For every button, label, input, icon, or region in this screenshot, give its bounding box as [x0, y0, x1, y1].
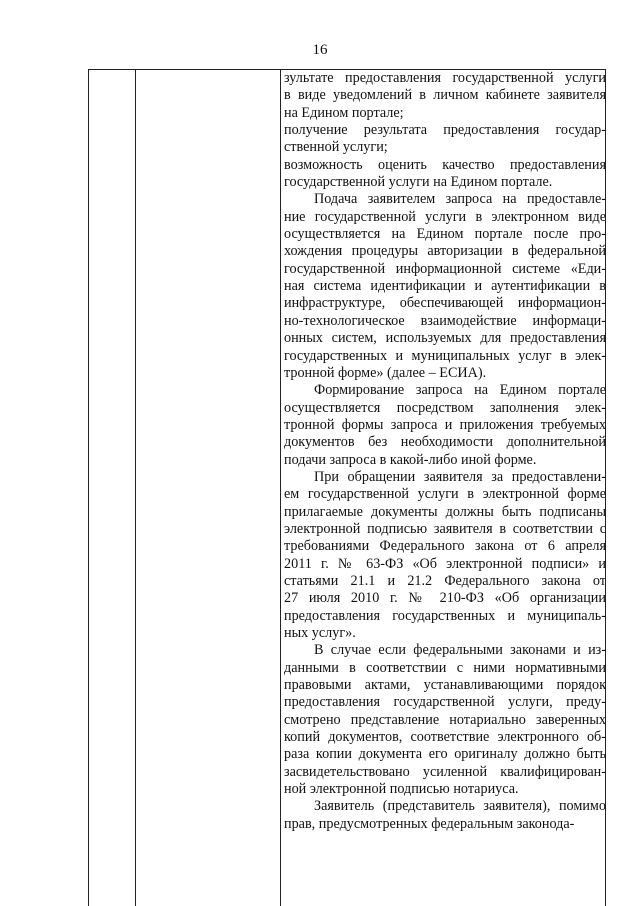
text-line: статьями 21.1 и 21.2 Федерального закона от [284, 572, 606, 589]
text-line: засвидетельствовано усиленной квалифицирован- [284, 763, 606, 780]
text-line: онных систем, используемых для предоставления [284, 330, 606, 347]
text-line: ственной услуги; [284, 139, 388, 156]
page-number: 16 [312, 42, 328, 58]
text-line: в виде уведомлений в личном кабинете заявителя [284, 87, 606, 104]
text-line: предоставления государственных и муниципаль- [284, 607, 606, 624]
document-table [88, 69, 606, 906]
text-line: осуществляется посредством заполнения элек- [284, 399, 606, 416]
text-line: государственной информационной системе «Еди- [284, 260, 606, 277]
text-line: получение результата предоставления государ- [284, 122, 606, 139]
text-line: предоставления государственной услуги, преду- [284, 694, 606, 711]
text-line: ной электронной подписью нотариуса. [284, 781, 519, 798]
text-line: ние государственной услуги в электронном виде [284, 208, 606, 225]
text-line: государственной услуги на Едином портале. [284, 174, 553, 191]
text-line: возможность оценить качество предоставления [284, 156, 606, 173]
text-line: подачи запроса в какой-либо иной форме. [284, 451, 537, 468]
text-line: документов без необходимости дополнительной [284, 434, 606, 451]
text-line: прилагаемые документы должны быть подписаны [284, 503, 606, 520]
text-line: но-технологическое взаимодействие информаци- [284, 312, 606, 329]
text-line: 2011 г. № 63-ФЗ «Об электронной подписи» и [284, 555, 606, 572]
text-line: ная система идентификации и аутентификации в [284, 278, 606, 295]
text-line: Заявитель (представитель заявителя), помимо [314, 798, 606, 815]
text-line: тронной формы запроса и приложения требуемых [284, 416, 606, 433]
text-line: ем государственной услуги в электронной форме [284, 486, 606, 503]
text-line: ных услуг». [284, 625, 356, 641]
text-line: зультате предоставления государственной услуги [284, 70, 606, 86]
text-line: требованиями Федерального закона от 6 апреля [284, 538, 606, 555]
text-line: государственных и муниципальных услуг в элек- [284, 347, 606, 364]
text-line: осуществляется на Едином портале после про- [284, 226, 606, 243]
text-line: тронной форме» (далее – ЕСИА). [284, 364, 487, 381]
column-divider-1 [135, 70, 136, 906]
text-line: на Едином портале; [284, 104, 404, 121]
text-line: правовыми актами, устанавливающими порядок [284, 677, 606, 694]
text-line: Подача заявителем запроса на предоставле- [314, 191, 606, 208]
text-line: 27 июля 2010 г. № 210-ФЗ «Об организации [284, 590, 606, 607]
text-line: В случае если федеральными законами и из- [314, 642, 606, 659]
text-line: копий документов, соответствие электронного об- [284, 729, 606, 746]
text-line: раза копии документа его оригиналу должно быть [284, 746, 606, 763]
text-line: хождения процедуры авторизации в федеральной [284, 243, 606, 260]
text-line: электронной подписью заявителя в соответствии с [284, 520, 606, 537]
text-line: смотрено представление нотариально заверенных [284, 711, 606, 728]
text-line: данными в соответствии с ними нормативными [284, 659, 606, 676]
regulation-text-column [280, 70, 606, 833]
text-line: Формирование запроса на Едином портале [314, 382, 606, 399]
text-line: прав, предусмотренных федеральным законода- [284, 815, 575, 832]
text-line: При обращении заявителя за предоставлени- [314, 468, 606, 485]
text-line: инфраструктуре, обеспечивающей информацион- [284, 295, 606, 312]
